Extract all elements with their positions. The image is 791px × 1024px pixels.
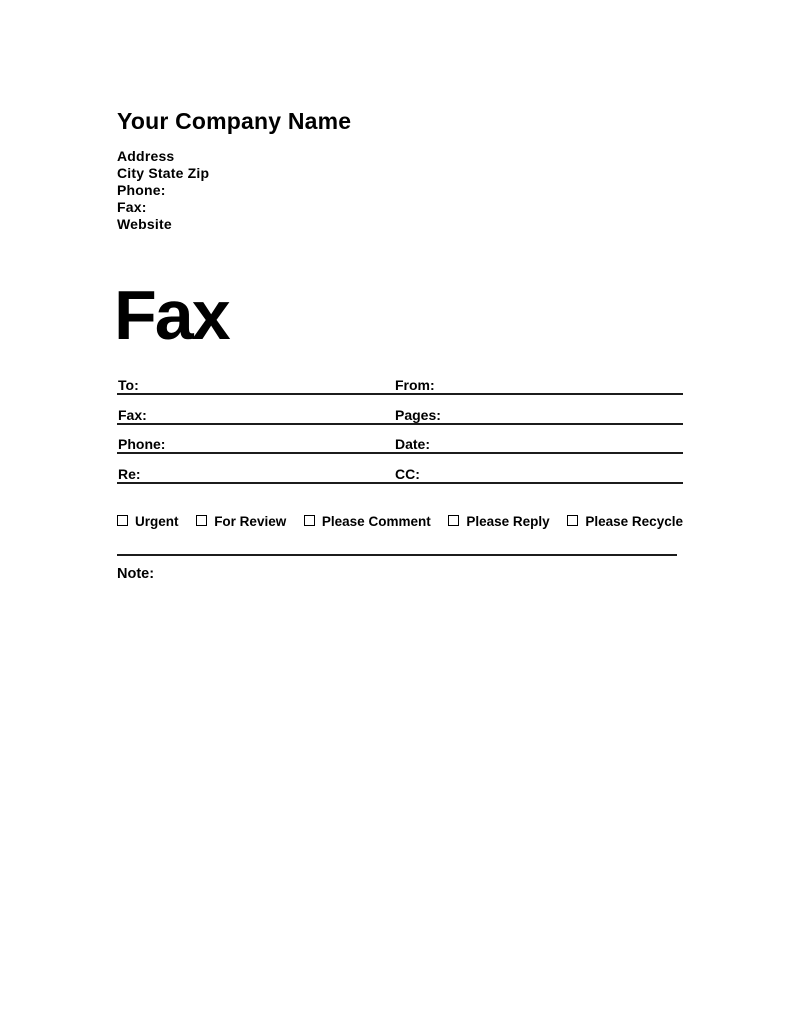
checkbox-please-comment <box>304 514 431 529</box>
field-label-re: Re: <box>118 465 141 482</box>
field-row-to-from <box>117 378 683 395</box>
field-row-fax-pages <box>117 408 683 425</box>
checkbox-icon <box>117 515 128 526</box>
checkbox-please-comment-label: Please Comment <box>321 514 431 529</box>
checkbox-row <box>117 514 683 529</box>
checkbox-icon <box>196 515 207 526</box>
field-label-cc: CC: <box>395 465 420 482</box>
field-label-from: From: <box>395 377 435 393</box>
company-website-label: Website <box>117 216 172 232</box>
checkbox-urgent <box>117 514 179 529</box>
company-phone-label: Phone: <box>117 182 166 198</box>
note-separator-line <box>117 554 677 556</box>
note-label: Note: <box>117 566 155 582</box>
field-label-fax: Fax: <box>118 406 147 423</box>
company-city-state-zip: City State Zip <box>117 165 210 181</box>
field-label-phone: Phone: <box>118 436 166 452</box>
company-address: Address <box>117 148 175 164</box>
company-fax-label: Fax: <box>117 199 147 215</box>
field-label-pages: Pages: <box>395 406 441 423</box>
checkbox-please-reply-label: Please Reply <box>466 514 550 529</box>
checkbox-please-recycle <box>567 514 683 529</box>
checkbox-please-recycle-label: Please Recycle <box>585 514 683 529</box>
checkbox-icon <box>448 515 459 526</box>
checkbox-icon <box>567 515 578 526</box>
fax-fields-section <box>117 378 683 496</box>
checkbox-please-reply <box>448 514 549 529</box>
field-label-date: Date: <box>395 436 431 452</box>
checkbox-for-review-label: For Review <box>214 514 287 529</box>
field-label-to: To: <box>118 377 139 393</box>
field-row-re-cc <box>117 467 683 484</box>
company-name: Your Company Name <box>117 108 352 134</box>
checkbox-urgent-label: Urgent <box>135 514 179 529</box>
field-row-phone-date <box>117 437 683 454</box>
checkbox-icon <box>304 515 315 526</box>
fax-headline: Fax <box>114 276 229 354</box>
company-info-block <box>117 148 209 233</box>
checkbox-for-review <box>196 514 286 529</box>
